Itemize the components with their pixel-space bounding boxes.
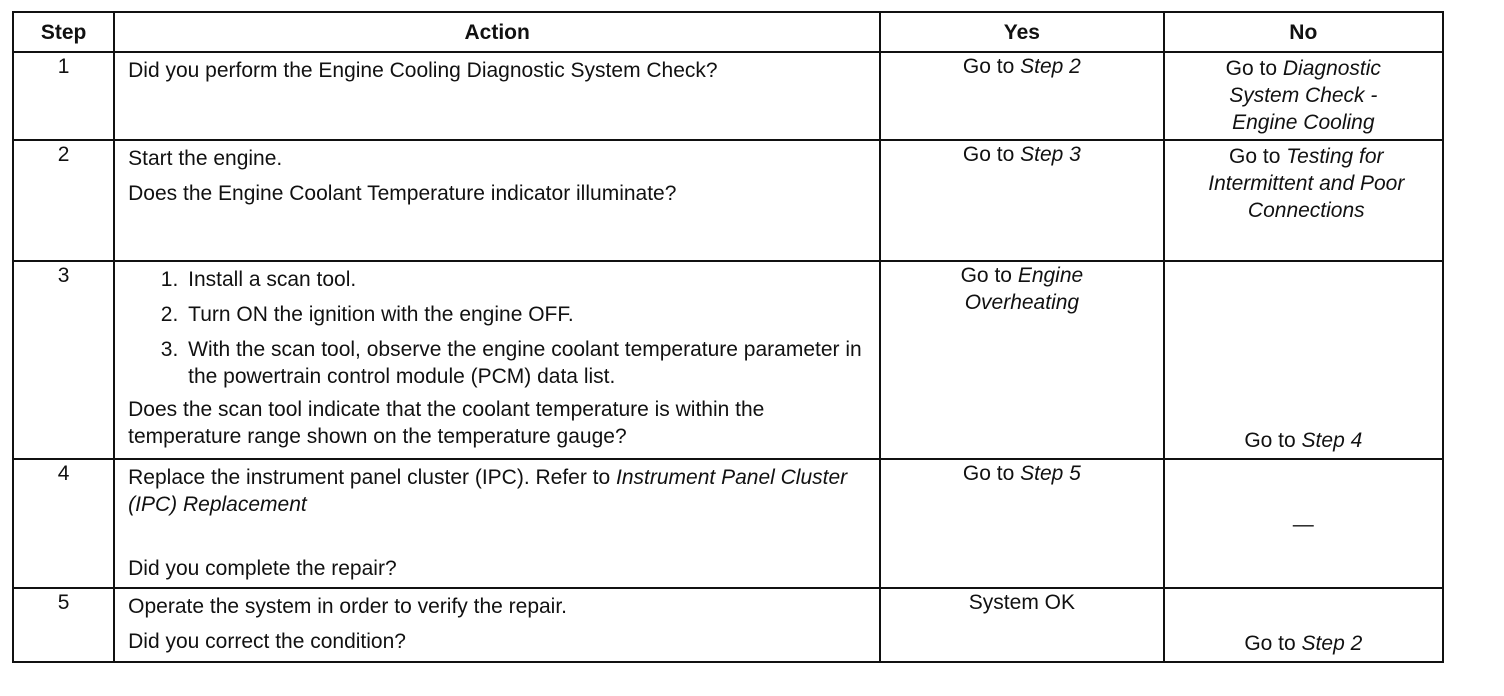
action-cell — [114, 261, 880, 460]
yes-cell — [880, 588, 1163, 662]
step-number: 4 — [13, 459, 114, 587]
table-row — [13, 52, 1443, 140]
reference-link[interactable]: Instrument Panel Cluster (IPC) Replacement — [128, 466, 848, 517]
no-link[interactable]: Testing for Intermittent and Poor Connections — [1208, 145, 1405, 223]
yes-cell — [880, 52, 1163, 140]
action-question: Did you correct the condition? — [128, 629, 406, 653]
list-item: 1. Install a scan tool. — [184, 266, 869, 293]
no-link[interactable]: Step 4 — [1301, 429, 1363, 453]
no-cell — [1164, 588, 1443, 662]
no-link[interactable]: Diagnostic System Check - Engine Cooling — [1229, 57, 1381, 135]
step-number: 3 — [13, 261, 114, 460]
list-item: 2. Turn ON the ignition with the engine OFF. — [184, 301, 869, 328]
table-row — [13, 261, 1443, 460]
no-cell — [1164, 52, 1443, 140]
step-number: 2 — [13, 140, 114, 260]
yes-prefix: Go to — [960, 263, 1012, 287]
action-text: Replace the instrument panel cluster (IPC). Refer to — [128, 466, 611, 490]
yes-link[interactable]: Step 2 — [1020, 55, 1081, 79]
action-cell — [114, 459, 880, 587]
yes-prefix: Go to — [962, 55, 1015, 79]
action-cell — [114, 588, 880, 662]
action-question: Did you complete the repair? — [128, 557, 397, 581]
no-prefix: Go to — [1244, 429, 1296, 453]
action-question: Does the scan tool indicate that the coolant temperature is within the temperature range shown on the temperature gauge? — [128, 397, 765, 448]
list-item: 3. With the scan tool, observe the engine coolant temperature parameter in the powertrain control module (PCM) data list. — [184, 336, 869, 390]
step-number: 5 — [13, 588, 114, 662]
yes-link[interactable]: Step 5 — [1020, 462, 1081, 486]
step-number: 1 — [13, 52, 114, 140]
yes-cell — [880, 261, 1163, 460]
header-step: Step — [13, 12, 114, 52]
header-yes: Yes — [880, 12, 1163, 52]
header-no: No — [1164, 12, 1443, 52]
action-cell — [114, 140, 880, 260]
no-prefix: Go to — [1229, 145, 1281, 169]
yes-prefix: Go to — [962, 462, 1015, 486]
yes-link[interactable]: Engine Overheating — [964, 263, 1084, 314]
action-instruction: Operate the system in order to verify the repair. — [128, 594, 568, 618]
table-row — [13, 588, 1443, 662]
no-prefix: Go to — [1225, 57, 1278, 81]
yes-prefix: Go to — [962, 143, 1015, 167]
no-cell — [1164, 459, 1443, 587]
table-row — [13, 140, 1443, 260]
header-row — [13, 12, 1443, 52]
no-dash: — — [1292, 513, 1314, 537]
no-cell — [1164, 261, 1443, 460]
header-action: Action — [114, 12, 880, 52]
yes-text: System OK — [968, 590, 1075, 614]
table-row — [13, 459, 1443, 587]
action-instruction — [128, 464, 869, 518]
action-question: Does the Engine Coolant Temperature indicator illuminate? — [128, 182, 677, 206]
no-cell — [1164, 140, 1443, 260]
no-prefix: Go to — [1244, 632, 1296, 655]
yes-cell — [880, 140, 1163, 260]
diagnostic-table — [12, 11, 1444, 663]
yes-link[interactable]: Step 3 — [1020, 143, 1081, 167]
yes-cell — [880, 459, 1163, 587]
action-steps-list — [128, 266, 869, 390]
action-cell — [114, 52, 880, 140]
action-instruction: Start the engine. — [128, 147, 283, 171]
action-question: Did you perform the Engine Cooling Diagnostic System Check? — [128, 59, 718, 83]
no-link[interactable]: Step 2 — [1301, 632, 1363, 655]
